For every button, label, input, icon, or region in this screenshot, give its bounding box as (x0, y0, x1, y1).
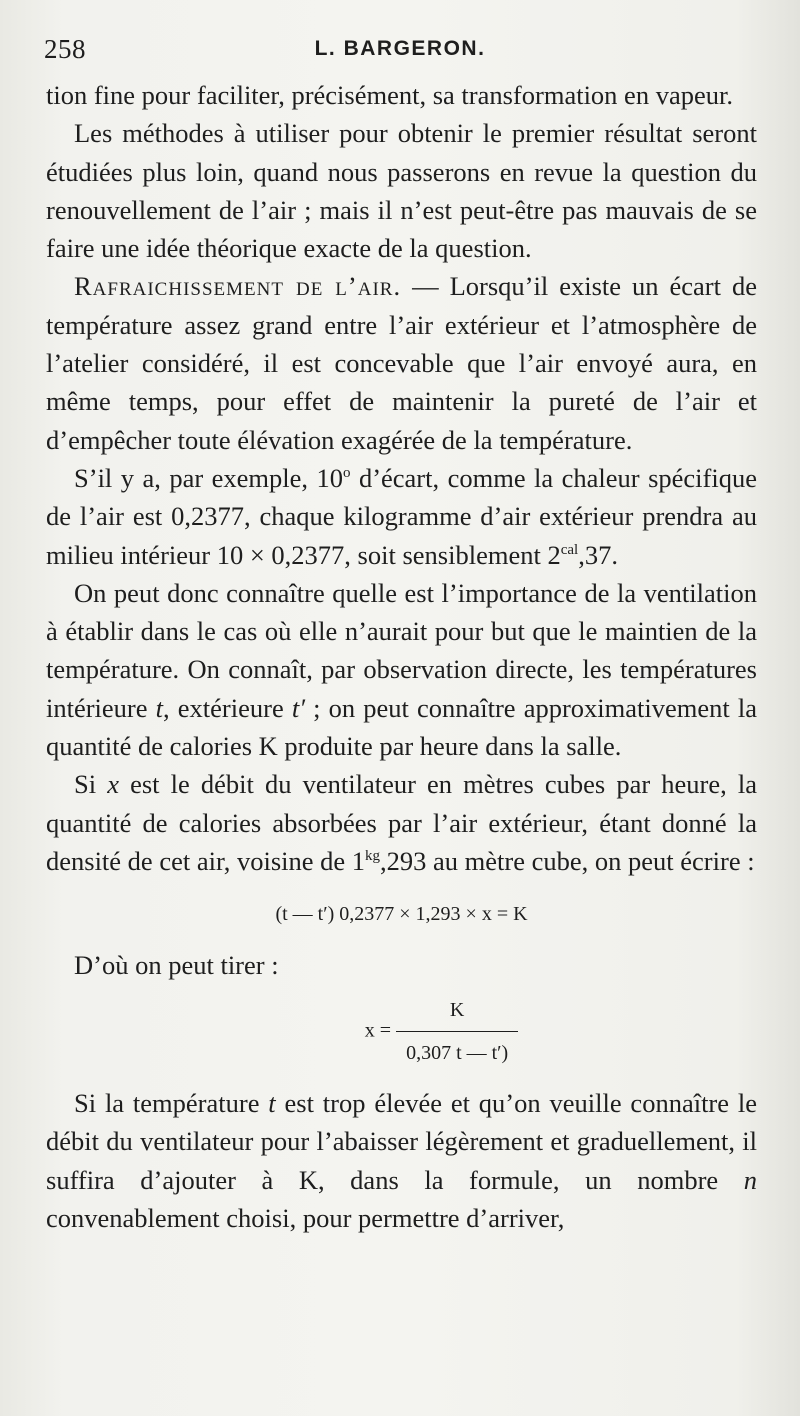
fraction (396, 991, 518, 1073)
formula-fraction (126, 991, 757, 1073)
formula-heat-balance: (t — t′) 0,2377 × 1,293 × x = K (275, 903, 528, 926)
paragraph-debit (46, 765, 757, 880)
page-number: 258 (44, 34, 86, 64)
text-run: est le débit du ventilateur en mètres cubes par heure, la quantité de calories absorbées par l’air extérieur, étant donné la densité de cet air, voisine de 1 (46, 769, 757, 876)
paragraph-text: D’où on peut tirer : (74, 950, 279, 981)
paragraph-example (46, 459, 757, 574)
variable: t′ (291, 692, 305, 723)
text-run: convenablement choisi, pour permettre d’arriver, (46, 1203, 565, 1234)
fraction-numerator: K (396, 991, 518, 1032)
paragraph-rafraichissement (46, 267, 757, 458)
text-run: , extérieure (163, 692, 292, 723)
running-head: L. BARGERON. (314, 37, 486, 60)
paragraph-temperature (46, 1084, 757, 1237)
paragraph-text: Les méthodes à utiliser pour obtenir le premier résultat seront étudiées plus loin, quand nous passerons en revue la question du renouvellement de l’air ; mais il n’est peut-être pas mauvais de se faire une idée théorique exacte de la question. (46, 118, 757, 264)
text-run: est trop élevée et qu’on veuille connaître le débit du ventilateur pour l’abaisser légèrement et graduellement, il suffira d’ajouter à K, dans la formule, un nombre (46, 1088, 757, 1195)
paragraph-methods (46, 114, 757, 267)
text-run: Si la température (74, 1088, 269, 1119)
paragraph-ventilation (46, 574, 757, 765)
variable: t (268, 1088, 276, 1119)
text-run: ,37. (578, 539, 618, 570)
section-heading: Rafraichissement de l’air. (74, 271, 402, 302)
text-run: d’écart, comme la chaleur spécifique de l’air est 0,2377, chaque kilogramme d’air extérieur prendra au milieu intérieur 10 × 0,2377, soit sensiblement 2 (46, 462, 757, 570)
variable: x (107, 769, 119, 800)
superscript: o (342, 465, 351, 482)
page-header (44, 34, 756, 68)
text-run: ,293 au mètre cube, on peut écrire : (380, 845, 755, 876)
text-run: ; on peut connaître approximativement la quantité de calories K produite par heure dans la salle. (46, 692, 757, 762)
paragraph-text: tion fine pour faciliter, précisément, sa transformation en vapeur. (46, 80, 733, 110)
paragraph-derive (46, 946, 757, 984)
paragraph-text: — Lorsqu’il existe un écart de température assez grand entre l’air extérieur et l’atmosphère de l’atelier considéré, il est concevable que l’air envoyé aura, en même temps, pour effet de maintenir la pureté de l’air et d’empêcher toute élévation exagérée de la température. (46, 271, 757, 455)
fraction-denominator: 0,307 t — t′) (406, 1041, 509, 1064)
text-run: Si (74, 769, 108, 800)
variable: n (743, 1164, 757, 1195)
paragraph-continuation (46, 76, 757, 114)
text-run: On peut donc connaître quelle est l’importance de la ventilation à établir dans le cas où elle n’aurait pour but que le maintien de la température. On connaît, par observation directe, les températures intérieure (46, 577, 757, 723)
text-run: S’il y a, par exemple, 10 (74, 462, 343, 493)
superscript: cal (560, 541, 579, 558)
body-text (46, 76, 757, 1237)
formula-lhs: x = (364, 1018, 392, 1041)
superscript: kg (365, 848, 381, 865)
variable: t (155, 692, 164, 723)
